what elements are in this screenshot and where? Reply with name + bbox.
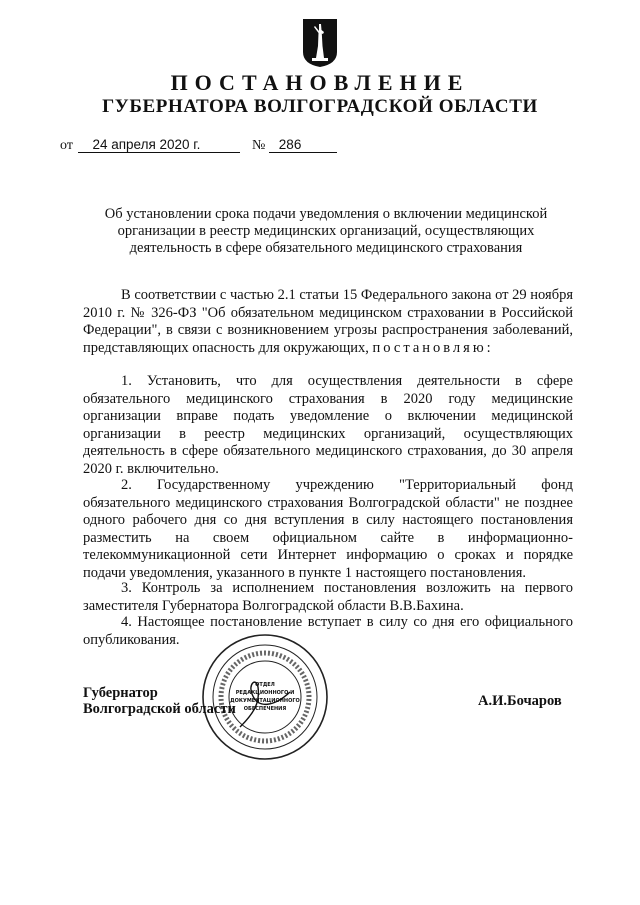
document-number: 286	[269, 137, 337, 153]
item-1-paragraph: 1. Установить, что для осуществления деятельности в сфере обязательного медицинского страхования в 2020 году медицинские организации вправе подать уведомление о включении медицинской организации в реестр медицинских организаций, осуществляющих деятельность в сфере обязательного медицинского страхования, до 30 апреля 2020 г. включительно.	[83, 373, 573, 477]
document-title: ПОСТАНОВЛЕНИЕ	[170, 70, 470, 95]
document-subtitle: ГУБЕРНАТОРА ВОЛГОГРАДСКОЙ ОБЛАСТИ	[102, 96, 538, 117]
document-subject: Об установлении срока подачи уведомления о включении медицинской организации в реестр медицинских организаций, осуществляющих деятельность в сфере обязательного медицинского страхования	[104, 206, 548, 256]
item-3-paragraph: 3. Контроль за исполнением постановления возложить на первого заместителя Губернатора Волгоградской области В.В.Бахина.	[83, 580, 573, 614]
signatory-position	[83, 685, 236, 717]
svg-text:ОБЕСПЕЧЕНИЯ: ОБЕСПЕЧЕНИЯ	[243, 706, 287, 712]
signatory-position-line2: Волгоградской области	[83, 701, 236, 717]
document-date: 24 апреля 2020 г.	[78, 137, 240, 153]
item-4-paragraph: 4. Настоящее постановление вступает в силу со дня его официального опубликования.	[83, 614, 573, 648]
svg-text:ОТДЕЛ: ОТДЕЛ	[255, 682, 275, 688]
svg-text:ДОКУМЕНТАЦИОННОГО: ДОКУМЕНТАЦИОННОГО	[230, 698, 300, 704]
signatory-position-line1: Губернатор	[83, 685, 158, 701]
preamble-paragraph	[83, 287, 573, 357]
item-2-paragraph: 2. Государственному учреждению "Территориальный фонд обязательного медицинского страхования Волгоградской области" не позднее одного рабочего дня со дня вступления в силу настоящего постановления разместить на своем официальном сайте в информационно-телекоммуникационной сети Интернет информацию о сроках и порядке подачи уведомления, указанного в пункте 1 настоящего постановления.	[83, 477, 573, 581]
date-number-line	[60, 137, 337, 154]
resolve-word: постановляю:	[372, 339, 494, 356]
signatory-name: А.И.Бочаров	[478, 693, 562, 709]
number-sign: №	[251, 138, 266, 153]
coat-of-arms-emblem	[302, 18, 338, 68]
preamble-text: В соответствии с частью 2.1 статьи 15 Федерального закона от 29 ноября 2010 г. № 326-ФЗ "Об обязательном медицинском страховании в Российской Федерации", в связи с возникновением угрозы распространения заболеваний, представляющих опасность для окружающих,	[83, 287, 573, 356]
date-prefix: от	[60, 138, 73, 153]
svg-text:РЕДАКЦИОННОГО И: РЕДАКЦИОННОГО И	[235, 690, 295, 696]
